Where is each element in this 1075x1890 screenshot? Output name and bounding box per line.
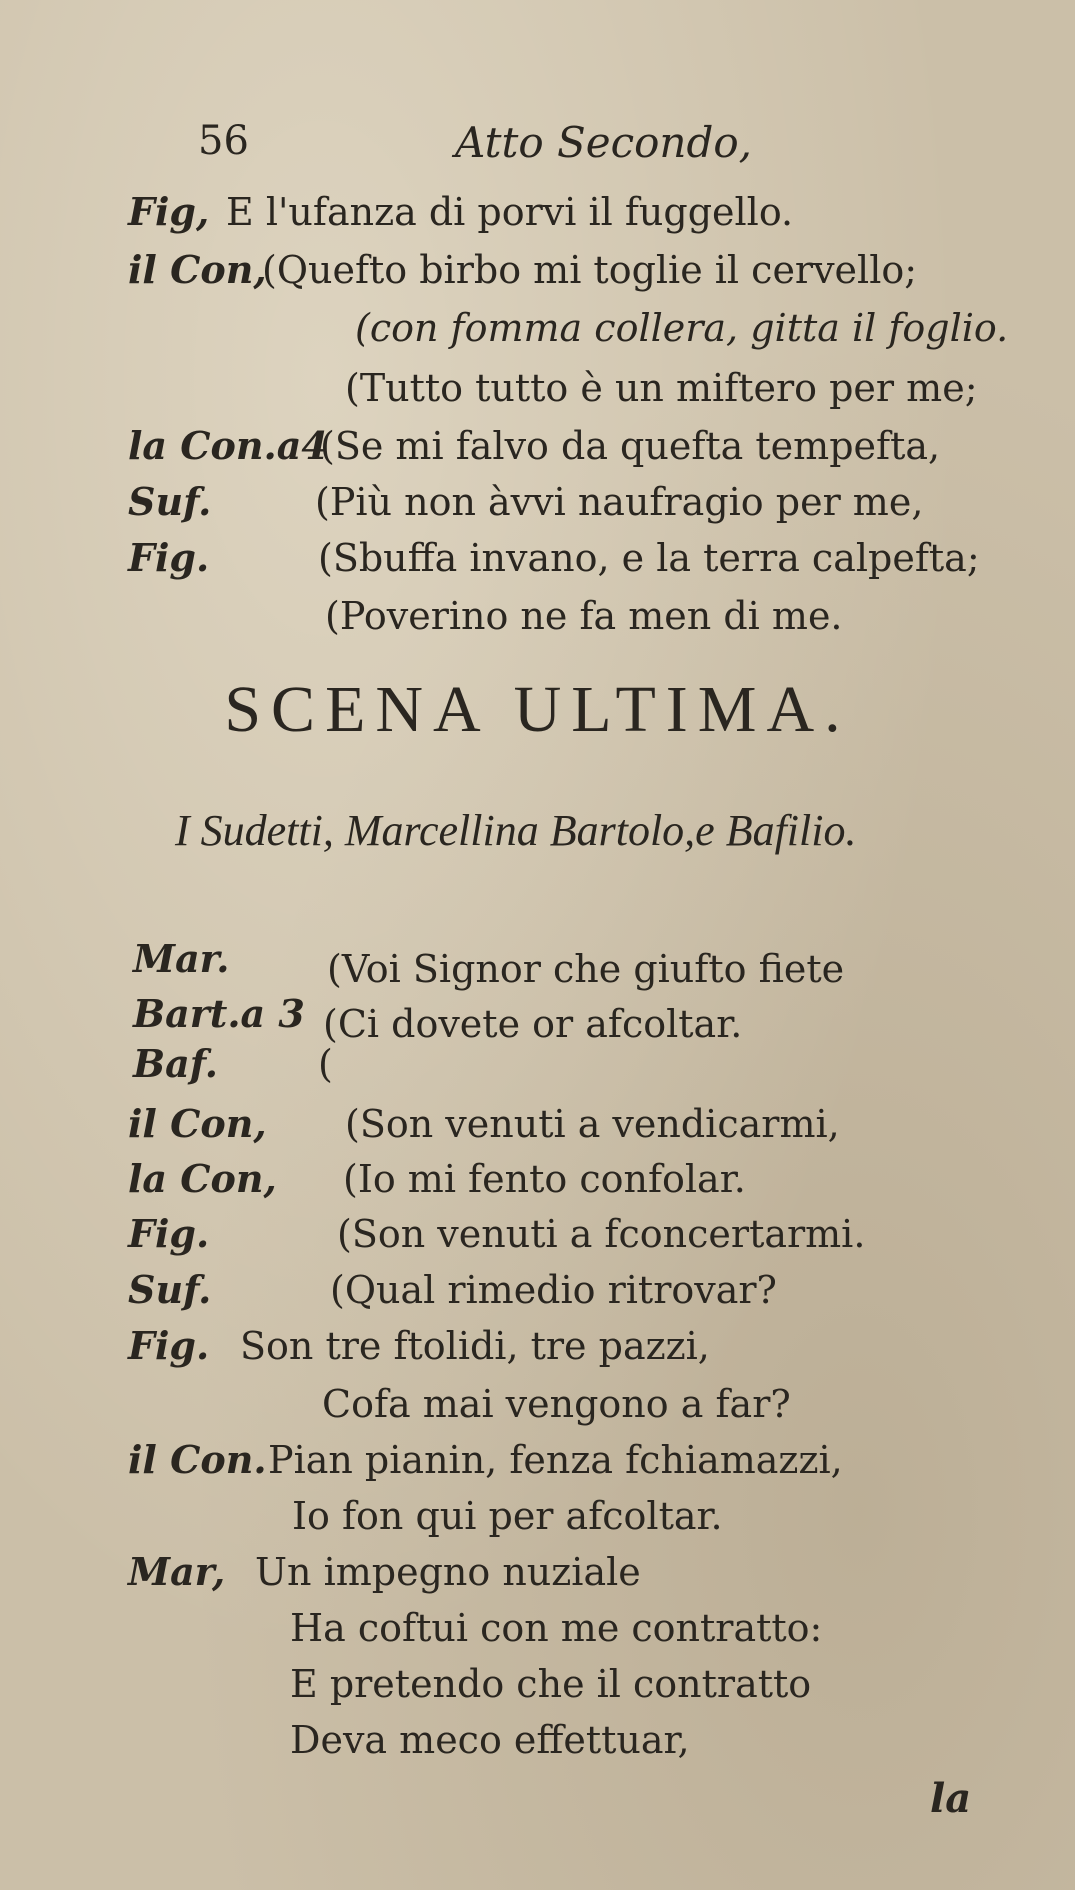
verse-line: (Son venuti a fconcertarmi. <box>337 1212 866 1256</box>
speaker-label: Baf. <box>133 1041 218 1086</box>
speaker-label: il Con. <box>128 1437 267 1482</box>
scene-title: SCENA ULTIMA. <box>224 673 851 746</box>
speaker-label: Fig. <box>128 1211 210 1256</box>
verse-line: (Qual rimedio ritrovar? <box>330 1268 777 1312</box>
verse-line: (Io mi fento confolar. <box>343 1157 746 1201</box>
catchword: la <box>930 1775 972 1822</box>
verse-line: Deva meco effettuar, <box>290 1718 690 1762</box>
speaker-label: la Con, <box>128 1156 277 1201</box>
speaker-label: Suf. <box>128 1267 212 1312</box>
speaker-label: Mar, <box>128 1549 226 1594</box>
speaker-label: la Con.a4 <box>128 423 328 468</box>
speaker-label: il Con, <box>128 247 267 292</box>
speaker-label: Fig. <box>128 1323 210 1368</box>
verse-line: (Più non àvvi naufragio per me, <box>315 480 924 524</box>
running-head: Atto Secondo, <box>455 118 752 167</box>
speaker-label: Fig, <box>128 189 210 234</box>
speaker-label: Mar. <box>133 936 230 981</box>
verse-line: (Voi Signor che giufto fiete <box>327 947 845 991</box>
verse-line: Un impegno nuziale <box>255 1550 641 1594</box>
brace-mark: ( <box>318 1042 333 1086</box>
verse-line: Cofa mai vengono a far? <box>322 1382 791 1426</box>
verse-line: Pian pianin, fenza fchiamazzi, <box>268 1438 843 1482</box>
verse-line: (Poverino ne fa men di me. <box>325 594 843 638</box>
speaker-label: Suf. <box>128 479 212 524</box>
page-number: 56 <box>198 118 249 164</box>
speaker-label: il Con, <box>128 1101 267 1146</box>
verse-line: Ha coftui con me contratto: <box>290 1606 823 1650</box>
verse-line: (Quefto birbo mi toglie il cervello; <box>262 248 918 292</box>
verse-line: E pretendo che il contratto <box>290 1662 812 1706</box>
verse-line: Io fon qui per afcoltar. <box>292 1494 723 1538</box>
verse-line: (Sbuffa invano, e la terra calpefta; <box>318 536 980 580</box>
verse-line: (Son venuti a vendicarmi, <box>345 1102 840 1146</box>
verse-line: Son tre ftolidi, tre pazzi, <box>240 1324 710 1368</box>
verse-line: E l'ufanza di porvi il fuggello. <box>226 190 794 234</box>
verse-line: (Se mi falvo da quefta tempefta, <box>320 424 941 468</box>
verse-line: (Ci dovete or afcoltar. <box>323 1002 743 1046</box>
verse-line: (Tutto tutto è un miftero per me; <box>345 366 978 410</box>
speaker-label: Bart.a 3 <box>133 991 305 1036</box>
stage-direction: (con fomma collera, gitta il foglio. <box>355 306 1009 350</box>
page-header <box>0 118 1075 178</box>
scene-characters: I Sudetti, Marcellina Bartolo,e Bafilio. <box>175 806 857 855</box>
speaker-label: Fig. <box>128 535 210 580</box>
